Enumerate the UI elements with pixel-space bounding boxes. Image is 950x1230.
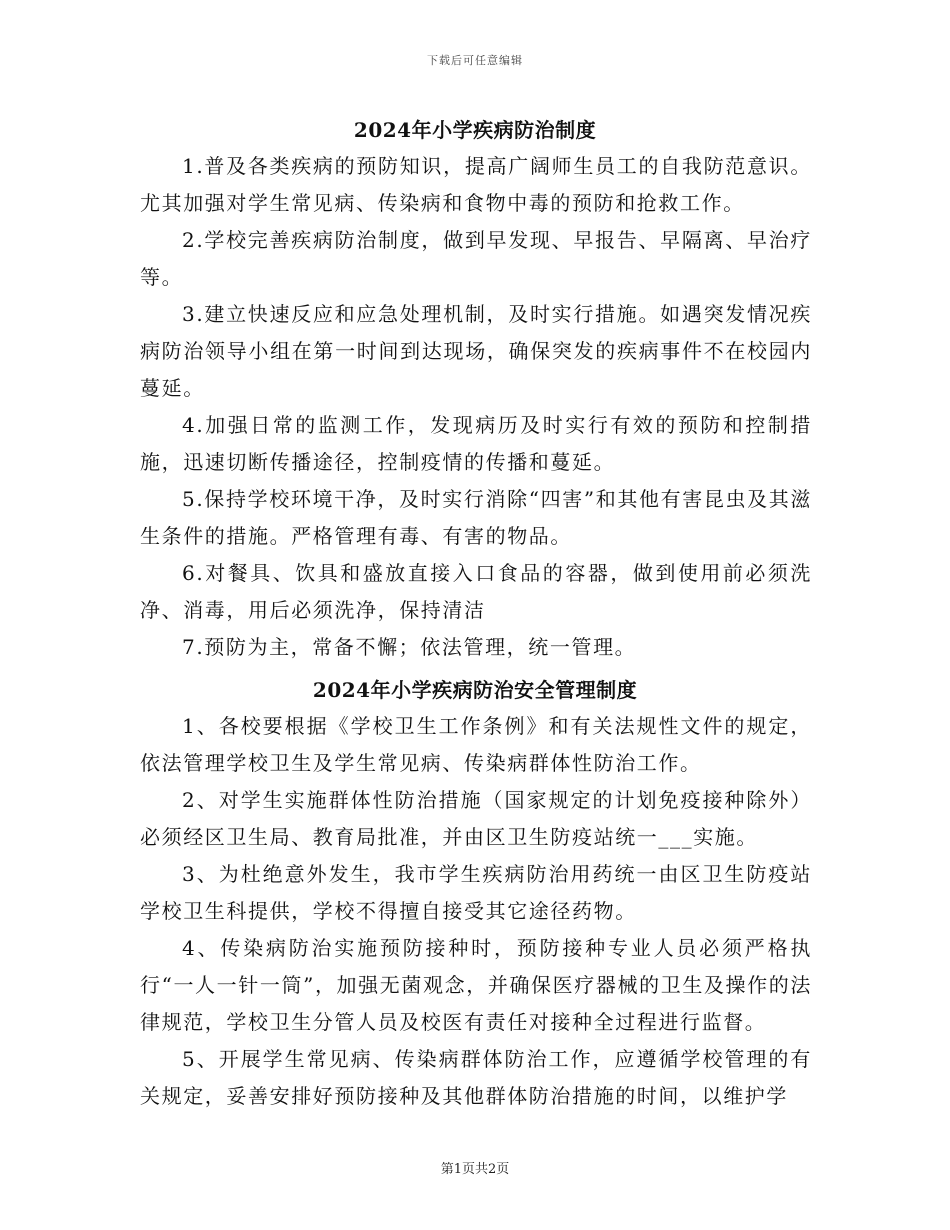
- section-title-disease-prevention: 2024年小学疾病防治制度: [353, 118, 597, 142]
- paragraph: 4、传染病防治实施预防接种时，预防接种专业人员必须严格执行“一人一针一筒”，加强无菌观念，并确保医疗器械的卫生及操作的法律规范，学校卫生分管人员及校医有责任对接种全过程进行监督。: [140, 936, 812, 1034]
- section-body-disease-prevention: [140, 148, 812, 666]
- paragraph: 4.加强日常的监测工作，发现病历及时实行有效的预防和控制措施，迅速切断传播途径，控制疫情的传播和蔓延。: [140, 413, 812, 474]
- paragraph: 6.对餐具、饮具和盛放直接入口食品的容器，做到使用前必须洗净、消毒，用后必须洗净，保持清洁: [140, 561, 812, 622]
- paragraph: 5、开展学生常见病、传染病群体防治工作，应遵循学校管理的有关规定，妥善安排好预防接种及其他群体防治措施的时间，以维护学: [140, 1047, 812, 1108]
- section-body-safety-management: [140, 708, 812, 1115]
- paragraph: 1、各校要根据《学校卫生工作条例》和有关法规性文件的规定，依法管理学校卫生及学生常见病、传染病群体性防治工作。: [140, 714, 812, 775]
- section-title-safety-management: 2024年小学疾病防治安全管理制度: [312, 678, 638, 702]
- paragraph: 2.学校完善疾病防治制度，做到早发现、早报告、早隔离、早治疗等。: [140, 228, 812, 289]
- page-footer: 第1页共2页: [440, 1162, 510, 1177]
- paragraph: 2、对学生实施群体性防治措施（国家规定的计划免疫接种除外）必须经区卫生局、教育局批准，并由区卫生防疫站统一___实施。: [140, 788, 812, 849]
- paragraph: 1.普及各类疾病的预防知识，提高广阔师生员工的自我防范意识。尤其加强对学生常见病、传染病和食物中毒的预防和抢救工作。: [140, 154, 812, 215]
- paragraph: 3.建立快速反应和应急处理机制，及时实行措施。如遇突发情况疾病防治领导小组在第一时间到达现场，确保突发的疾病事件不在校园内蔓延。: [140, 302, 812, 400]
- paragraph: 5.保持学校环境干净，及时实行消除“四害”和其他有害昆虫及其滋生条件的措施。严格管理有毒、有害的物品。: [140, 487, 812, 548]
- header-note: 下载后可任意编辑: [427, 54, 523, 67]
- paragraph: 7.预防为主，常备不懈；依法管理，统一管理。: [182, 635, 637, 659]
- paragraph: 3、为杜绝意外发生，我市学生疾病防治用药统一由区卫生防疫站学校卫生科提供，学校不得擅自接受其它途径药物。: [140, 862, 812, 923]
